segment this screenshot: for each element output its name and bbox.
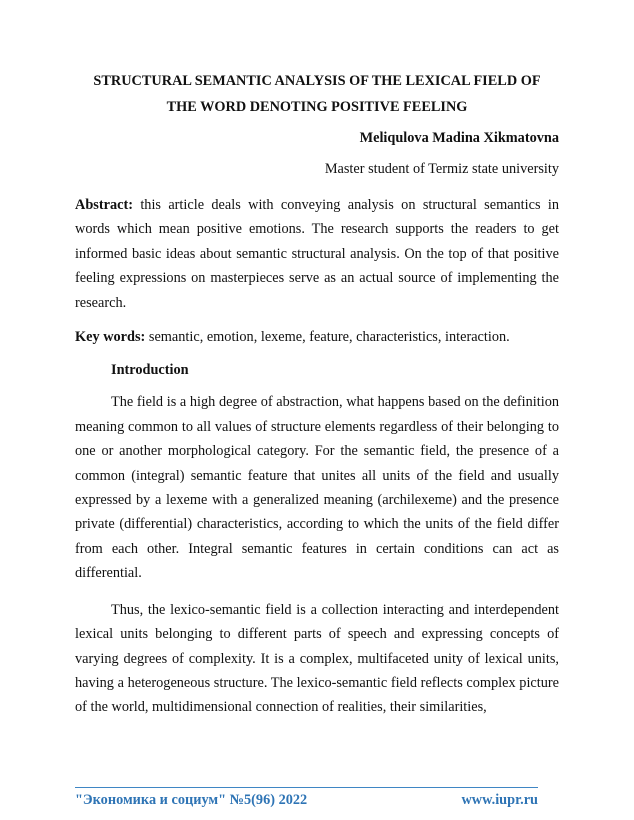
footer-journal: "Экономика и социум" №5(96) 2022 xyxy=(75,792,308,808)
abstract-label: Abstract: xyxy=(75,197,133,213)
section-heading-introduction: Introduction xyxy=(111,362,189,379)
footer-divider xyxy=(75,787,538,788)
title-line-1: STRUCTURAL SEMANTIC ANALYSIS OF THE LEXICAL FIELD OF xyxy=(93,73,541,89)
keywords-label: Key words: xyxy=(75,329,146,346)
body-paragraph: Thus, the lexico-semantic field is a collection interacting and interdependent lexical units belonging to different parts of speech and expressing concepts of varying degrees of complexity. It is a complex, multifaceted unity of lexical units, having a heterogeneous structure. The lexico-semantic field reflects complex picture of the world, multidimensional connection of realities, their similarities, xyxy=(75,601,559,716)
keywords xyxy=(75,325,559,349)
article-title xyxy=(75,68,559,120)
body-paragraph: The field is a high degree of abstraction, what happens based on the definition meaning common to all values of structure elements regardless of their belonging to one or another morphological category. For the semantic field, the presence of a common (integral) semantic feature that unites all units of the field and usually expressed by a lexeme with a generalized meaning (archilexeme) and the presence private (differential) characteristics, according to which the units of the field differ from each other. Integral semantic features in certain conditions can act as differential. xyxy=(75,394,559,582)
abstract-text: this article deals with conveying analysis on structural semantics in words which mean positive emotions. The research supports the readers to get informed basic ideas about semantic structural analysis. On the top of that positive feeling expressions on masterpieces serve as an actual source of implementing the research. xyxy=(75,197,560,311)
keywords-text: semantic, emotion, lexeme, feature, characteristics, interaction. xyxy=(148,329,510,346)
footer-website-link[interactable]: www.iupr.ru xyxy=(461,792,538,808)
title-line-2: THE WORD DENOTING POSITIVE FEELING xyxy=(166,99,468,115)
abstract xyxy=(75,193,559,315)
article-page xyxy=(75,68,559,720)
author-name: Meliqulova Madina Xikmatovna xyxy=(359,130,559,146)
author-affiliation: Master student of Termiz state university xyxy=(324,161,559,177)
